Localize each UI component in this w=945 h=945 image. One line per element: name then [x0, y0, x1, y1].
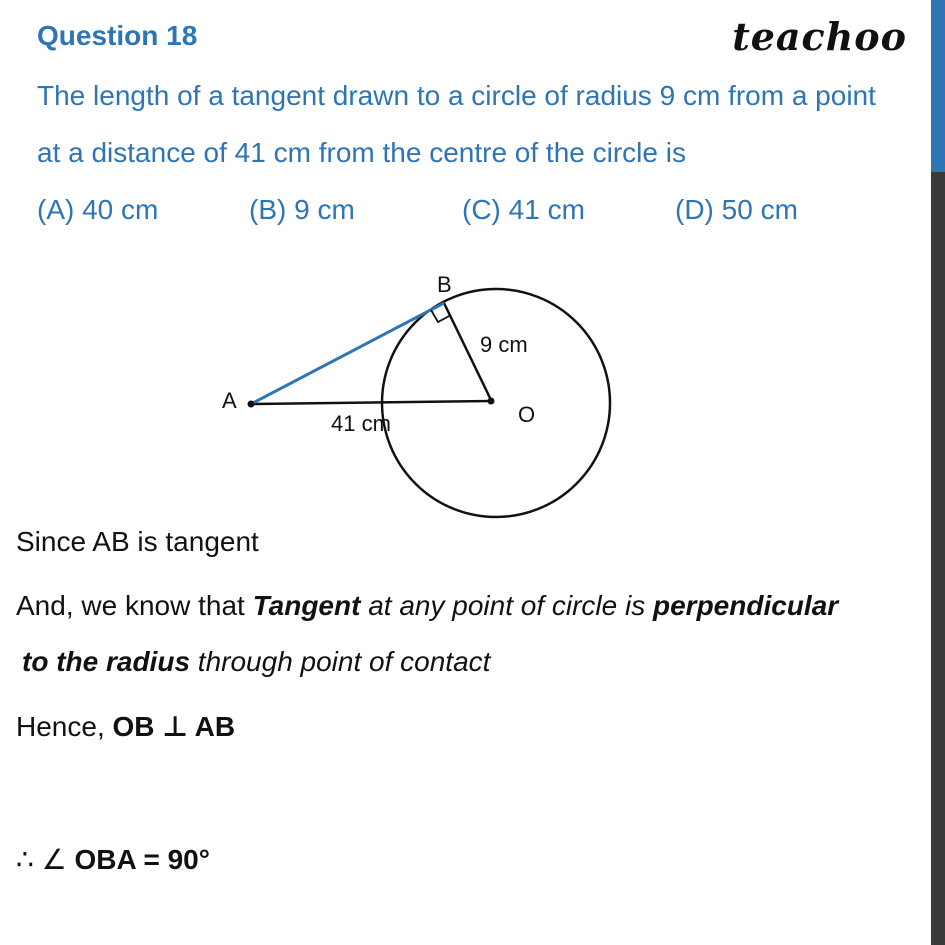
term-to-the-radius: to the radius — [22, 646, 191, 677]
solution-line-5 — [16, 843, 210, 876]
option-a: (A) 40 cm — [37, 194, 159, 225]
option-d: (D) 50 cm — [675, 194, 798, 225]
question-title: Question 18 — [37, 20, 198, 51]
point-a — [248, 401, 255, 408]
angle-result: OBA = 90° — [74, 844, 210, 875]
question-line-2: at a distance of 41 cm from the centre of the circle is — [37, 137, 686, 168]
teachoo-logo: teachoo — [732, 14, 907, 59]
label-distance: 41 cm — [331, 411, 391, 436]
solution-line-2 — [16, 590, 838, 622]
solution-line-3-italic: through point of contact — [190, 646, 491, 677]
therefore-angle-symbol: ∴ ∠ — [16, 844, 75, 875]
solution-line-3 — [22, 646, 490, 678]
option-b: (B) 9 cm — [249, 194, 355, 225]
label-a: A — [222, 388, 237, 413]
term-perpendicular: perpendicular — [653, 590, 839, 621]
option-c: (C) 41 cm — [462, 194, 585, 225]
solution-line-4-text: Hence, — [16, 711, 113, 742]
label-radius: 9 cm — [480, 332, 528, 357]
term-tangent: Tangent — [252, 590, 361, 621]
solution-line-4 — [16, 710, 235, 743]
label-b: B — [437, 272, 452, 297]
solution-line-1: Since AB is tangent — [16, 526, 259, 557]
question-line-1: The length of a tangent drawn to a circle of radius 9 cm from a point — [37, 80, 876, 111]
label-o: O — [518, 402, 536, 427]
point-o — [488, 398, 495, 405]
segment-ao — [251, 401, 491, 404]
solution-line-2-text: And, we know that — [16, 590, 253, 621]
solution-line-2-italic: at any point of circle is — [360, 590, 653, 621]
perpendicular-statement: OB ⊥ AB — [112, 711, 236, 742]
tangent-ab — [251, 303, 444, 404]
